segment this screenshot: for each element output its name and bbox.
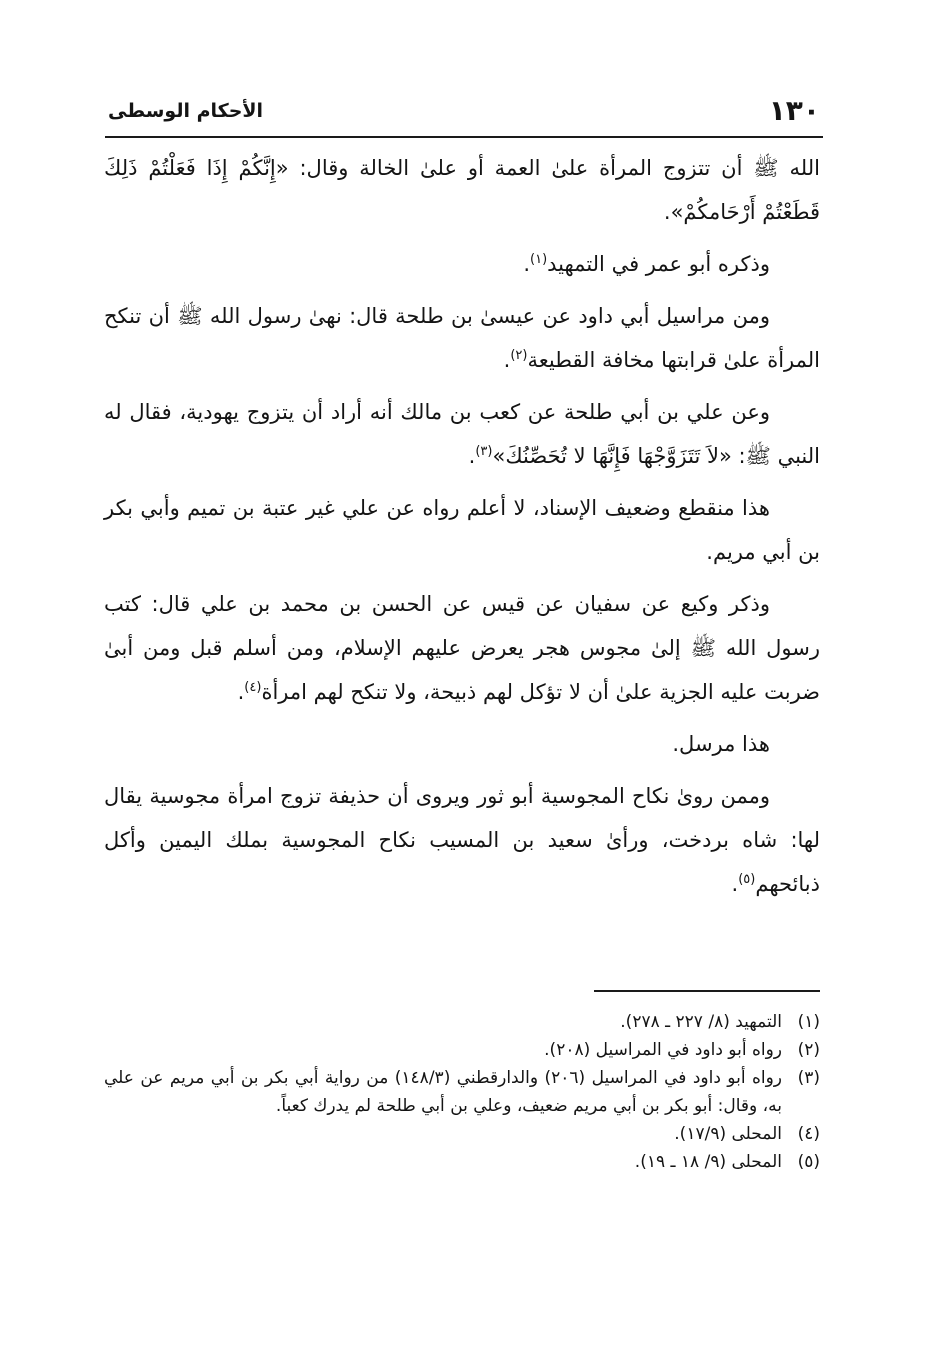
footnote-number: (٥) bbox=[797, 1152, 820, 1172]
paragraph bbox=[104, 486, 820, 574]
page-header bbox=[108, 92, 820, 130]
paragraph-text: هذا منقطع وضعيف الإسناد، لا أعلم رواه عن علي غير عتبة بن تميم وأبي بكر بن أبي مريم. bbox=[104, 496, 820, 564]
footnote-item bbox=[104, 1036, 820, 1064]
header-divider bbox=[105, 136, 823, 138]
paragraph-text: وعن علي بن أبي طلحة عن كعب بن مالك أنه أراد أن يتزوج يهودية، فقال له النبي ﷺ: «لاَ تَتَزَوَّجْهَا فَإِنَّهَا لا تُحَصِّنُكَ» bbox=[104, 400, 820, 468]
paragraph bbox=[104, 582, 820, 714]
footnote-ref: (٤) bbox=[244, 680, 262, 695]
paragraph bbox=[104, 294, 820, 382]
paragraph-tail: . bbox=[523, 252, 530, 276]
footnote-item bbox=[104, 1008, 820, 1036]
footnote-text: رواه أبو داود في المراسيل (٢٠٨). bbox=[544, 1040, 782, 1060]
footnote-item bbox=[104, 1120, 820, 1148]
footnote-text: التمهيد (٨/ ٢٢٧ ـ ٢٧٨). bbox=[620, 1012, 782, 1032]
footnote-item bbox=[104, 1064, 820, 1120]
paragraph-tail: . bbox=[503, 348, 511, 372]
footnote-number: (٣) bbox=[797, 1068, 820, 1088]
footnotes bbox=[104, 1008, 820, 1176]
footnote-text: المحلى (٩/ ١٨ ـ ١٩). bbox=[634, 1152, 782, 1172]
paragraph-text: الله ﷺ أن تتزوج المرأة علىٰ العمة أو علىٰ الخالة وقال: «إِنَّكُمْ إِذَا فَعَلْتُمْ ذَلِكَ قَطَعْتُمْ أَرْحَامكُمْ». bbox=[104, 156, 820, 224]
main-text bbox=[104, 146, 820, 914]
paragraph-tail: . bbox=[237, 680, 245, 704]
paragraph-text: هذا مرسل. bbox=[672, 732, 770, 756]
paragraph bbox=[104, 390, 820, 478]
footnote-text: رواه أبو داود في المراسيل (٢٠٦) والدارقطني (١٤٨/٣) من رواية أبي بكر بن أبي مريم عن علي به، وقال: أبو بكر بن أبي مريم ضعيف، وعلي بن أبي طلحة لم يدرك كعباً. bbox=[104, 1068, 783, 1116]
footnote-number: (١) bbox=[797, 1012, 820, 1032]
paragraph-text: ومن مراسيل أبي داود عن عيسىٰ بن طلحة قال: نهىٰ رسول الله ﷺ أن تنكح المرأة علىٰ قرابتها مخافة القطيعة bbox=[104, 304, 820, 372]
paragraph bbox=[104, 242, 820, 286]
paragraph bbox=[104, 146, 820, 234]
footnote-number: (٤) bbox=[797, 1124, 820, 1144]
paragraph-tail: . bbox=[468, 444, 476, 468]
footnote-item bbox=[104, 1148, 820, 1176]
paragraph bbox=[104, 774, 820, 906]
footnote-ref: (١) bbox=[530, 252, 548, 267]
footnote-number: (٢) bbox=[797, 1040, 820, 1060]
paragraph-text: وممن روىٰ نكاح المجوسية أبو ثور ويروى أن حذيفة تزوج امرأة مجوسية يقال لها: شاه بردخت، ورأىٰ سعيد بن المسيب نكاح المجوسية بملك اليمين وأكل ذبائحهم bbox=[104, 784, 820, 896]
footnote-ref: (٥) bbox=[738, 872, 756, 887]
footnote-ref: (٢) bbox=[510, 348, 528, 363]
paragraph-tail: . bbox=[731, 872, 739, 896]
footnote-divider bbox=[594, 990, 820, 992]
footnote-ref: (٣) bbox=[475, 444, 493, 459]
page-number: ١٣٠ bbox=[768, 94, 820, 127]
book-title: الأحكام الوسطى bbox=[108, 100, 264, 122]
paragraph-text: وذكر وكيع عن سفيان عن قيس عن الحسن بن محمد بن علي قال: كتب رسول الله ﷺ إلىٰ مجوس هجر يعرض عليهم الإسلام، ومن أسلم قبل ومن أبىٰ ضربت عليه الجزية علىٰ أن لا تؤكل لهم ذبيحة، ولا تنكح لهم امرأة bbox=[104, 592, 820, 704]
paragraph bbox=[104, 722, 820, 766]
paragraph-text: وذكره أبو عمر في التمهيد bbox=[547, 252, 770, 276]
footnote-text: المحلى (١٧/٩). bbox=[674, 1124, 782, 1144]
